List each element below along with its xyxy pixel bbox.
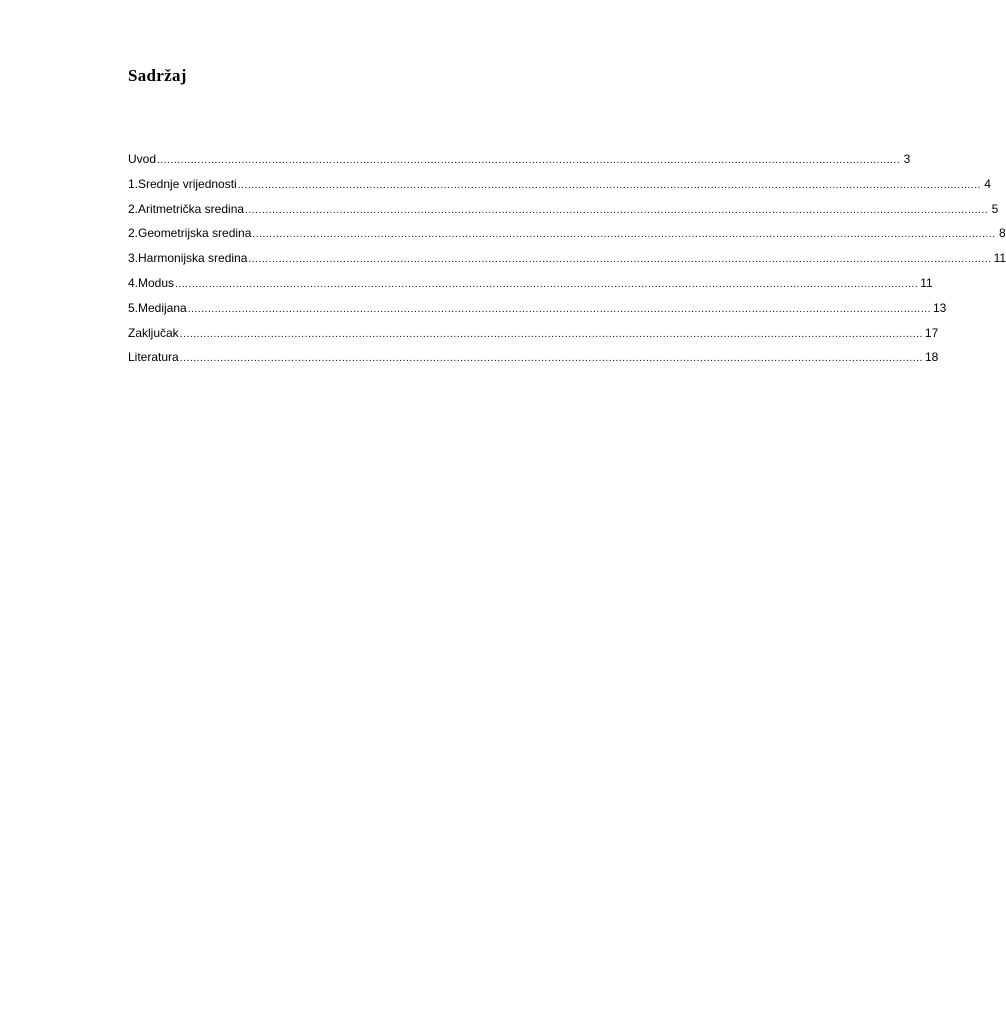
toc-entry[interactable]	[128, 224, 1006, 249]
toc-entry[interactable]	[128, 200, 999, 225]
toc-entry[interactable]	[128, 175, 991, 200]
toc-entry-title: 2.Geometrijska sredina	[128, 226, 252, 241]
dot-leader: ............................................................................................................................................................................................................................	[248, 254, 992, 266]
toc-entry[interactable]	[128, 274, 933, 299]
toc-entry[interactable]	[128, 249, 1006, 274]
dot-leader: ............................................................................................................................................................................................................................	[157, 155, 901, 166]
toc-entry-title: 4.Modus	[128, 275, 175, 290]
toc-entry[interactable]	[128, 299, 947, 324]
toc-entry-page: 17	[924, 325, 939, 340]
toc-entry-title: Literatura	[128, 350, 179, 365]
dot-leader: ............................................................................................................................................................................................................................	[245, 204, 989, 216]
toc-entry-title: 1.Srednje vrijednosti	[128, 176, 237, 191]
toc-entry-title: Uvod	[128, 152, 157, 166]
toc-entry[interactable]	[128, 348, 939, 373]
toc-entry-page: 3	[903, 152, 911, 166]
dot-leader: ............................................................................................................................................................................................................................	[179, 328, 923, 340]
toc-entry-page: 4	[984, 176, 991, 191]
dot-leader: ............................................................................................................................................................................................................................	[175, 278, 919, 290]
toc-entry-page: 11	[993, 251, 1006, 266]
toc-entry-title: Zaključak	[128, 325, 179, 340]
toc-entry[interactable]	[128, 150, 911, 175]
toc-entry-title: 3.Harmonijska sredina	[128, 251, 248, 266]
dot-leader: ............................................................................................................................................................................................................................	[252, 229, 996, 241]
toc-entry-page: 11	[920, 275, 933, 290]
toc-entry-title: 5.Medijana	[128, 300, 187, 315]
toc-entry-page: 8	[998, 226, 1006, 241]
toc-entry-page: 5	[991, 201, 999, 216]
dot-leader: ............................................................................................................................................................................................................................	[237, 179, 981, 191]
toc-entry[interactable]	[128, 324, 939, 349]
dot-leader: ............................................................................................................................................................................................................................	[187, 303, 931, 315]
toc-heading: Sadržaj	[128, 66, 187, 85]
toc-entry-page: 13	[932, 300, 947, 315]
toc-entry-title: 2.Aritmetrička sredina	[128, 201, 245, 216]
toc-list	[128, 150, 1006, 373]
toc-entry-page: 18	[924, 350, 939, 365]
dot-leader: ............................................................................................................................................................................................................................	[179, 353, 923, 365]
